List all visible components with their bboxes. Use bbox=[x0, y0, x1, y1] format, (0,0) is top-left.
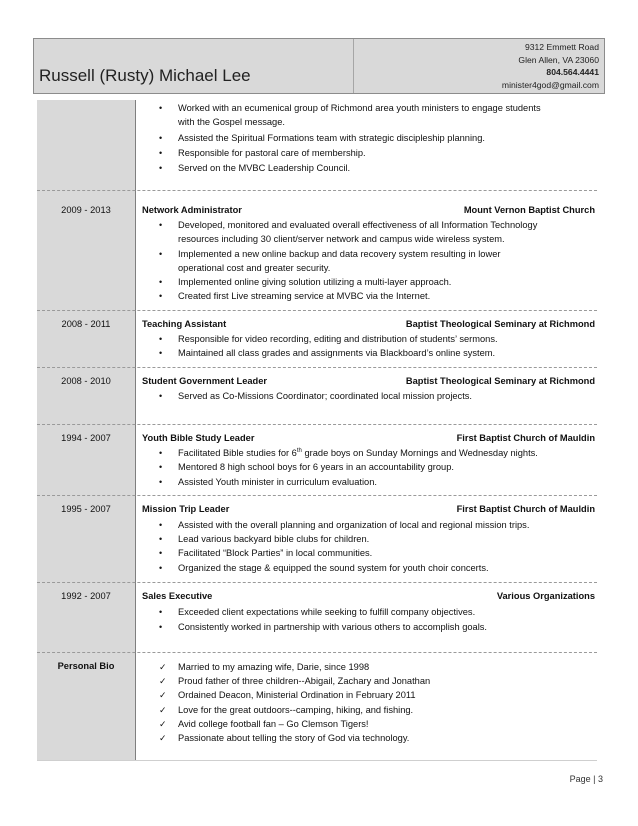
page-number: Page | 3 bbox=[569, 774, 603, 784]
personal-bio-label: Personal Bio bbox=[57, 661, 115, 671]
bullet-icon: • bbox=[159, 622, 163, 632]
list-item: resources including 30 client/server network and campus wide wireless system. bbox=[178, 234, 505, 244]
bullet-icon: • bbox=[159, 520, 163, 530]
bullet-icon: • bbox=[159, 448, 163, 458]
bullet-icon: • bbox=[159, 277, 163, 287]
job-title: Sales Executive bbox=[142, 591, 213, 601]
list-item: • Mentored 8 high school boys for 6 years in an accountability group. bbox=[178, 460, 598, 475]
phone-number: 804.564.4441 bbox=[546, 67, 599, 77]
list-item: • Organized the stage & equipped the sound system for youth choir concerts. bbox=[178, 561, 598, 576]
checkmark-icon: ✓ bbox=[159, 676, 167, 686]
list-item: ✓ Love for the great outdoors--camping, hiking, and fishing. bbox=[178, 703, 598, 718]
job-organization: Baptist Theological Seminary at Richmond bbox=[405, 376, 595, 386]
list-item: ✓ Ordained Deacon, Ministerial Ordination in February 2011 bbox=[178, 688, 598, 703]
bullet-icon: • bbox=[159, 220, 163, 230]
list-item: • Created first Live streaming service at MVBC via the Internet. bbox=[178, 289, 598, 304]
bullet-icon: • bbox=[159, 348, 163, 358]
section-separator bbox=[37, 190, 597, 191]
bullet-icon: • bbox=[159, 462, 163, 472]
list-item: ✓ Married to my amazing wife, Darie, since 1998 bbox=[178, 660, 598, 675]
job-organization: Various Organizations bbox=[496, 591, 595, 601]
list-item: • Served as Co-Missions Coordinator; coordinated local mission projects. bbox=[178, 389, 598, 404]
section-separator bbox=[37, 310, 597, 311]
list-item: • Facilitated “Block Parties” in local communities. bbox=[178, 546, 598, 561]
list-item: operational cost and greater security. bbox=[178, 263, 331, 273]
bullet-icon: • bbox=[159, 249, 163, 259]
resume-header bbox=[33, 38, 605, 94]
list-item: • Responsible for video recording, editing and distribution of students’ sermons. bbox=[178, 332, 598, 347]
section-separator bbox=[37, 652, 597, 653]
list-item: with the Gospel message. bbox=[178, 117, 285, 127]
list-item: • Lead various backyard bible clubs for children. bbox=[178, 532, 598, 547]
candidate-name: Russell (Rusty) Michael Lee bbox=[39, 66, 251, 85]
job-dates: 2008 - 2010 bbox=[61, 376, 111, 386]
bullet-icon: • bbox=[159, 563, 163, 573]
job-organization: Mount Vernon Baptist Church bbox=[463, 205, 595, 215]
job-dates: 1992 - 2007 bbox=[61, 591, 111, 601]
job-dates: 2009 - 2013 bbox=[61, 205, 111, 215]
list-item: • Facilitated Bible studies for 6th grade boys on Sunday Mornings and Wednesday nights. bbox=[178, 446, 598, 461]
bullet-icon: • bbox=[159, 148, 163, 158]
bullet-icon: • bbox=[159, 548, 163, 558]
bullet-icon: • bbox=[159, 334, 163, 344]
job-title: Network Administrator bbox=[142, 205, 242, 215]
list-item: • Assisted the Spiritual Formations team with strategic discipleship planning. bbox=[178, 131, 598, 146]
checkmark-icon: ✓ bbox=[159, 690, 167, 700]
list-item: • Assisted Youth minister in curriculum evaluation. bbox=[178, 475, 598, 490]
list-item: ✓ Proud father of three children--Abigail, Zachary and Jonathan bbox=[178, 674, 598, 689]
bullet-icon: • bbox=[159, 163, 163, 173]
list-item: ✓ Passionate about telling the story of God via technology. bbox=[178, 731, 598, 746]
section-separator bbox=[37, 495, 597, 496]
job-dates: 2008 - 2011 bbox=[61, 319, 111, 329]
bullet-icon: • bbox=[159, 607, 163, 617]
header-divider bbox=[353, 39, 354, 93]
list-item: • Worked with an ecumenical group of Richmond area youth ministers to engage students bbox=[178, 101, 598, 116]
address-line-2: Glen Allen, VA 23060 bbox=[518, 54, 599, 65]
list-item: • Implemented a new online backup and data recovery system resulting in lower bbox=[178, 247, 598, 262]
checkmark-icon: ✓ bbox=[159, 719, 167, 729]
job-title: Youth Bible Study Leader bbox=[142, 433, 255, 443]
list-item: • Implemented online giving solution utilizing a multi-layer approach. bbox=[178, 275, 598, 290]
job-organization: Baptist Theological Seminary at Richmond bbox=[405, 319, 595, 329]
job-organization: First Baptist Church of Mauldin bbox=[456, 504, 595, 514]
checkmark-icon: ✓ bbox=[159, 733, 167, 743]
bullet-icon: • bbox=[159, 534, 163, 544]
bullet-icon: • bbox=[159, 391, 163, 401]
checkmark-icon: ✓ bbox=[159, 662, 167, 672]
list-item: • Responsible for pastoral care of membership. bbox=[178, 146, 598, 161]
bullet-icon: • bbox=[159, 103, 163, 113]
checkmark-icon: ✓ bbox=[159, 705, 167, 715]
contact-block bbox=[502, 41, 599, 91]
list-item: • Developed, monitored and evaluated overall effectiveness of all Information Technology bbox=[178, 218, 598, 233]
section-separator bbox=[37, 367, 597, 368]
bullet-icon: • bbox=[159, 133, 163, 143]
list-item: • Exceeded client expectations while seeking to fulfill company objectives. bbox=[178, 605, 598, 620]
job-title: Student Government Leader bbox=[142, 376, 268, 386]
job-title: Teaching Assistant bbox=[142, 319, 227, 329]
column-divider bbox=[135, 100, 136, 760]
list-item: • Assisted with the overall planning and organization of local and regional mission trips. bbox=[178, 518, 598, 533]
job-dates: 1994 - 2007 bbox=[61, 433, 111, 443]
address-line-1: 9312 Emmett Road bbox=[524, 42, 599, 52]
section-separator bbox=[37, 582, 597, 583]
job-dates: 1995 - 2007 bbox=[61, 504, 111, 514]
list-item: • Maintained all class grades and assignments via Blackboard’s online system. bbox=[178, 346, 598, 361]
list-item: • Served on the MVBC Leadership Council. bbox=[178, 161, 598, 176]
list-item: • Consistently worked in partnership with various others to accomplish goals. bbox=[178, 620, 598, 635]
job-organization: First Baptist Church of Mauldin bbox=[456, 433, 595, 443]
bullet-icon: • bbox=[159, 291, 163, 301]
list-item: ✓ Avid college football fan – Go Clemson Tigers! bbox=[178, 717, 598, 732]
footer-divider bbox=[37, 760, 597, 761]
job-title: Mission Trip Leader bbox=[142, 504, 230, 514]
email-address: minister4god@gmail.com bbox=[501, 79, 599, 90]
bullet-icon: • bbox=[159, 477, 163, 487]
section-separator bbox=[37, 424, 597, 425]
